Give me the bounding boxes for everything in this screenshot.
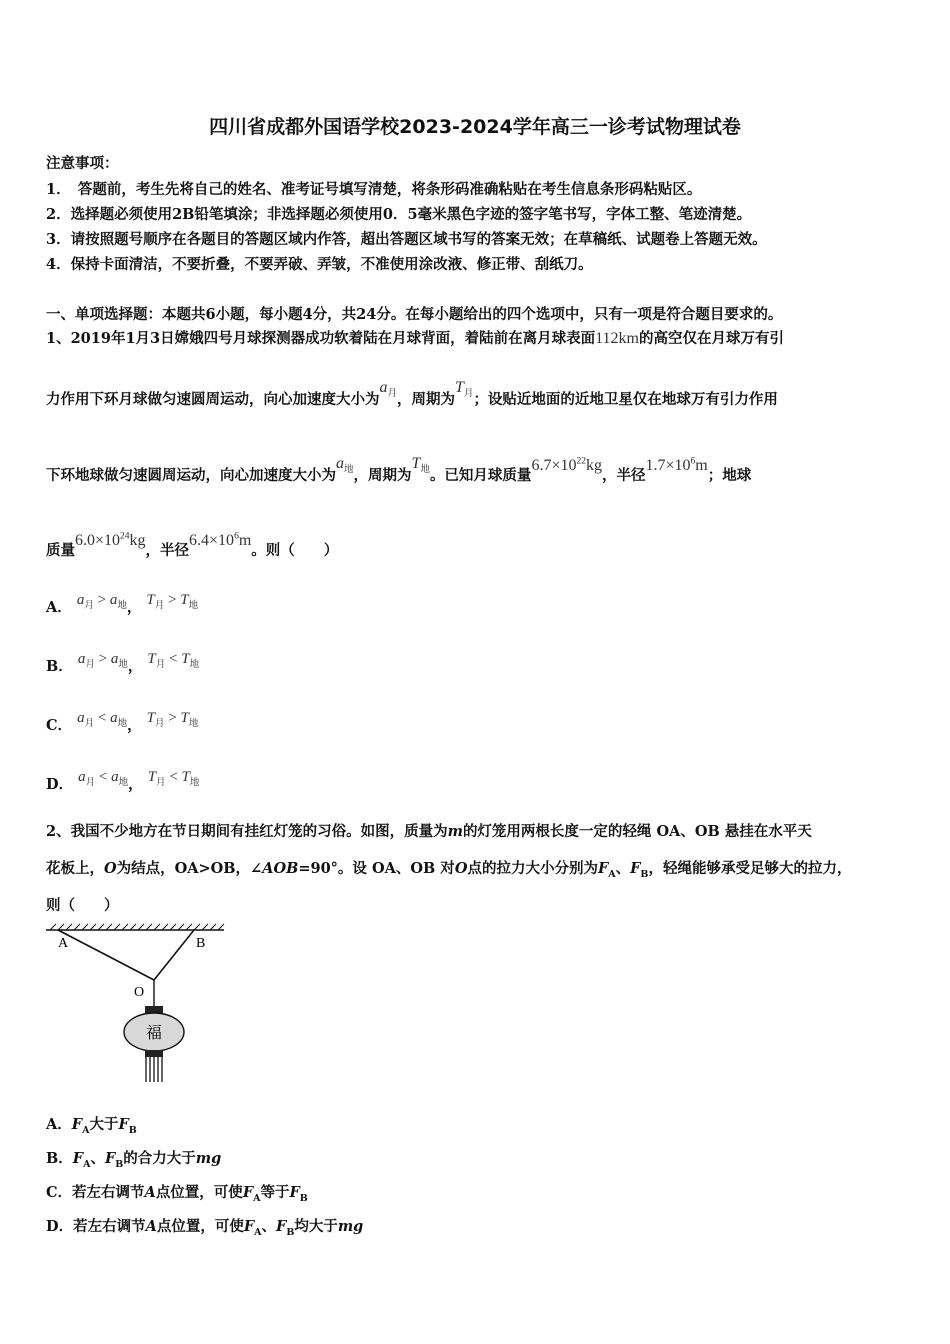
notice-heading: 注意事项： [46,155,119,172]
q2-line-1: 2、我国不少地方在节日期间有挂红灯笼的习俗。如图，质量为m的灯笼用两根长度一定的轻绳 OA、OB 悬挂在水平天 [46,823,812,840]
q1-option-b[interactable]: B． $a_月 > a_地$， $T_月 < T_地$ [46,651,200,675]
q2-option-b[interactable]: B．$F_A$、$F_B$的合力大于mg [46,1150,222,1170]
page-title: 四川省成都外国语学校2023-2024学年高三一诊考试物理试卷 [209,116,741,138]
rope-ob [154,930,194,980]
q1-option-a[interactable]: A． $a_月 > a_地$， $T_月 > T_地$ [46,592,199,616]
lantern [124,1006,184,1082]
q2-option-d[interactable]: D．若左右调节A点位置，可使$F_A$、$F_B$均大于mg [46,1218,364,1238]
q2-option-c[interactable]: C．若左右调节A点位置，可使$F_A$等于$F_B$ [46,1184,308,1204]
notice-item: 3．请按照题号顺序在各题目的答题区域内作答，超出答题区域书写的答案无效；在草稿纸、试题卷上答题无效。 [46,231,767,248]
q2-line-2: 花板上，O为结点，OA>OB，∠AOB=90°。设 OA、OB 对O点的拉力大小分别为$F_A$、$F_B$，轻绳能够承受足够大的拉力， [46,860,852,880]
notice-item: 2．选择题必须使用2B铅笔填涂；非选择题必须使用0．5毫米黑色字迹的签字笔书写，字体工整、笔迹清楚。 [46,206,752,223]
section-heading: 一、单项选择题：本题共6小题，每小题4分，共24分。在每小题给出的四个选项中，只有一项是符合题目要求的。 [46,306,783,323]
q1-line-3: 下环地球做匀速圆周运动，向心加速度大小为$a_地$，周期为$T_地$。已知月球质量$6.7\times 10^{22}kg$，半径$1.7\times 10^6m$；地球 [46,455,752,484]
label-o: O [134,985,145,1000]
ceiling [46,924,224,930]
svg-text:福: 福 [145,1023,163,1042]
q1-option-d[interactable]: D． $a_月 < a_地$， $T_月 < T_地$ [46,769,200,793]
rope-oa [58,930,154,980]
notice-item: 1． 答题前，考生先将自己的姓名、准考证号填写清楚，将条形码准确粘贴在考生信息条形码粘贴区。 [46,181,702,198]
q1-line-2: 力作用下环月球做匀速圆周运动，向心加速度大小为$a_月$，周期为$T_月$；设贴近地面的近地卫星仅在地球万有引力作用 [46,379,778,408]
q2-line-3: 则（ ） [46,897,119,914]
q1-option-c[interactable]: C． $a_月 < a_地$， $T_月 > T_地$ [46,710,199,734]
lantern-figure [44,922,229,1087]
label-b: B [196,936,206,951]
q1-line-4: 质量$6.0\times 10^{24}kg$，半径$6.4\times 10^6m$。则（ ） [46,531,339,559]
label-a: A [58,936,69,951]
q2-option-a[interactable]: A．$F_A$大于$F_B$ [46,1116,137,1136]
q1-line-1: 1、2019年1月3日嫦娥四号月球探测器成功软着陆在月球背面，着陆前在离月球表面112km的高空仅在月球万有引 [46,330,784,347]
notice-item: 4．保持卡面清洁，不要折叠，不要弄破、弄皱，不准使用涂改液、修正带、刮纸刀。 [46,256,593,273]
